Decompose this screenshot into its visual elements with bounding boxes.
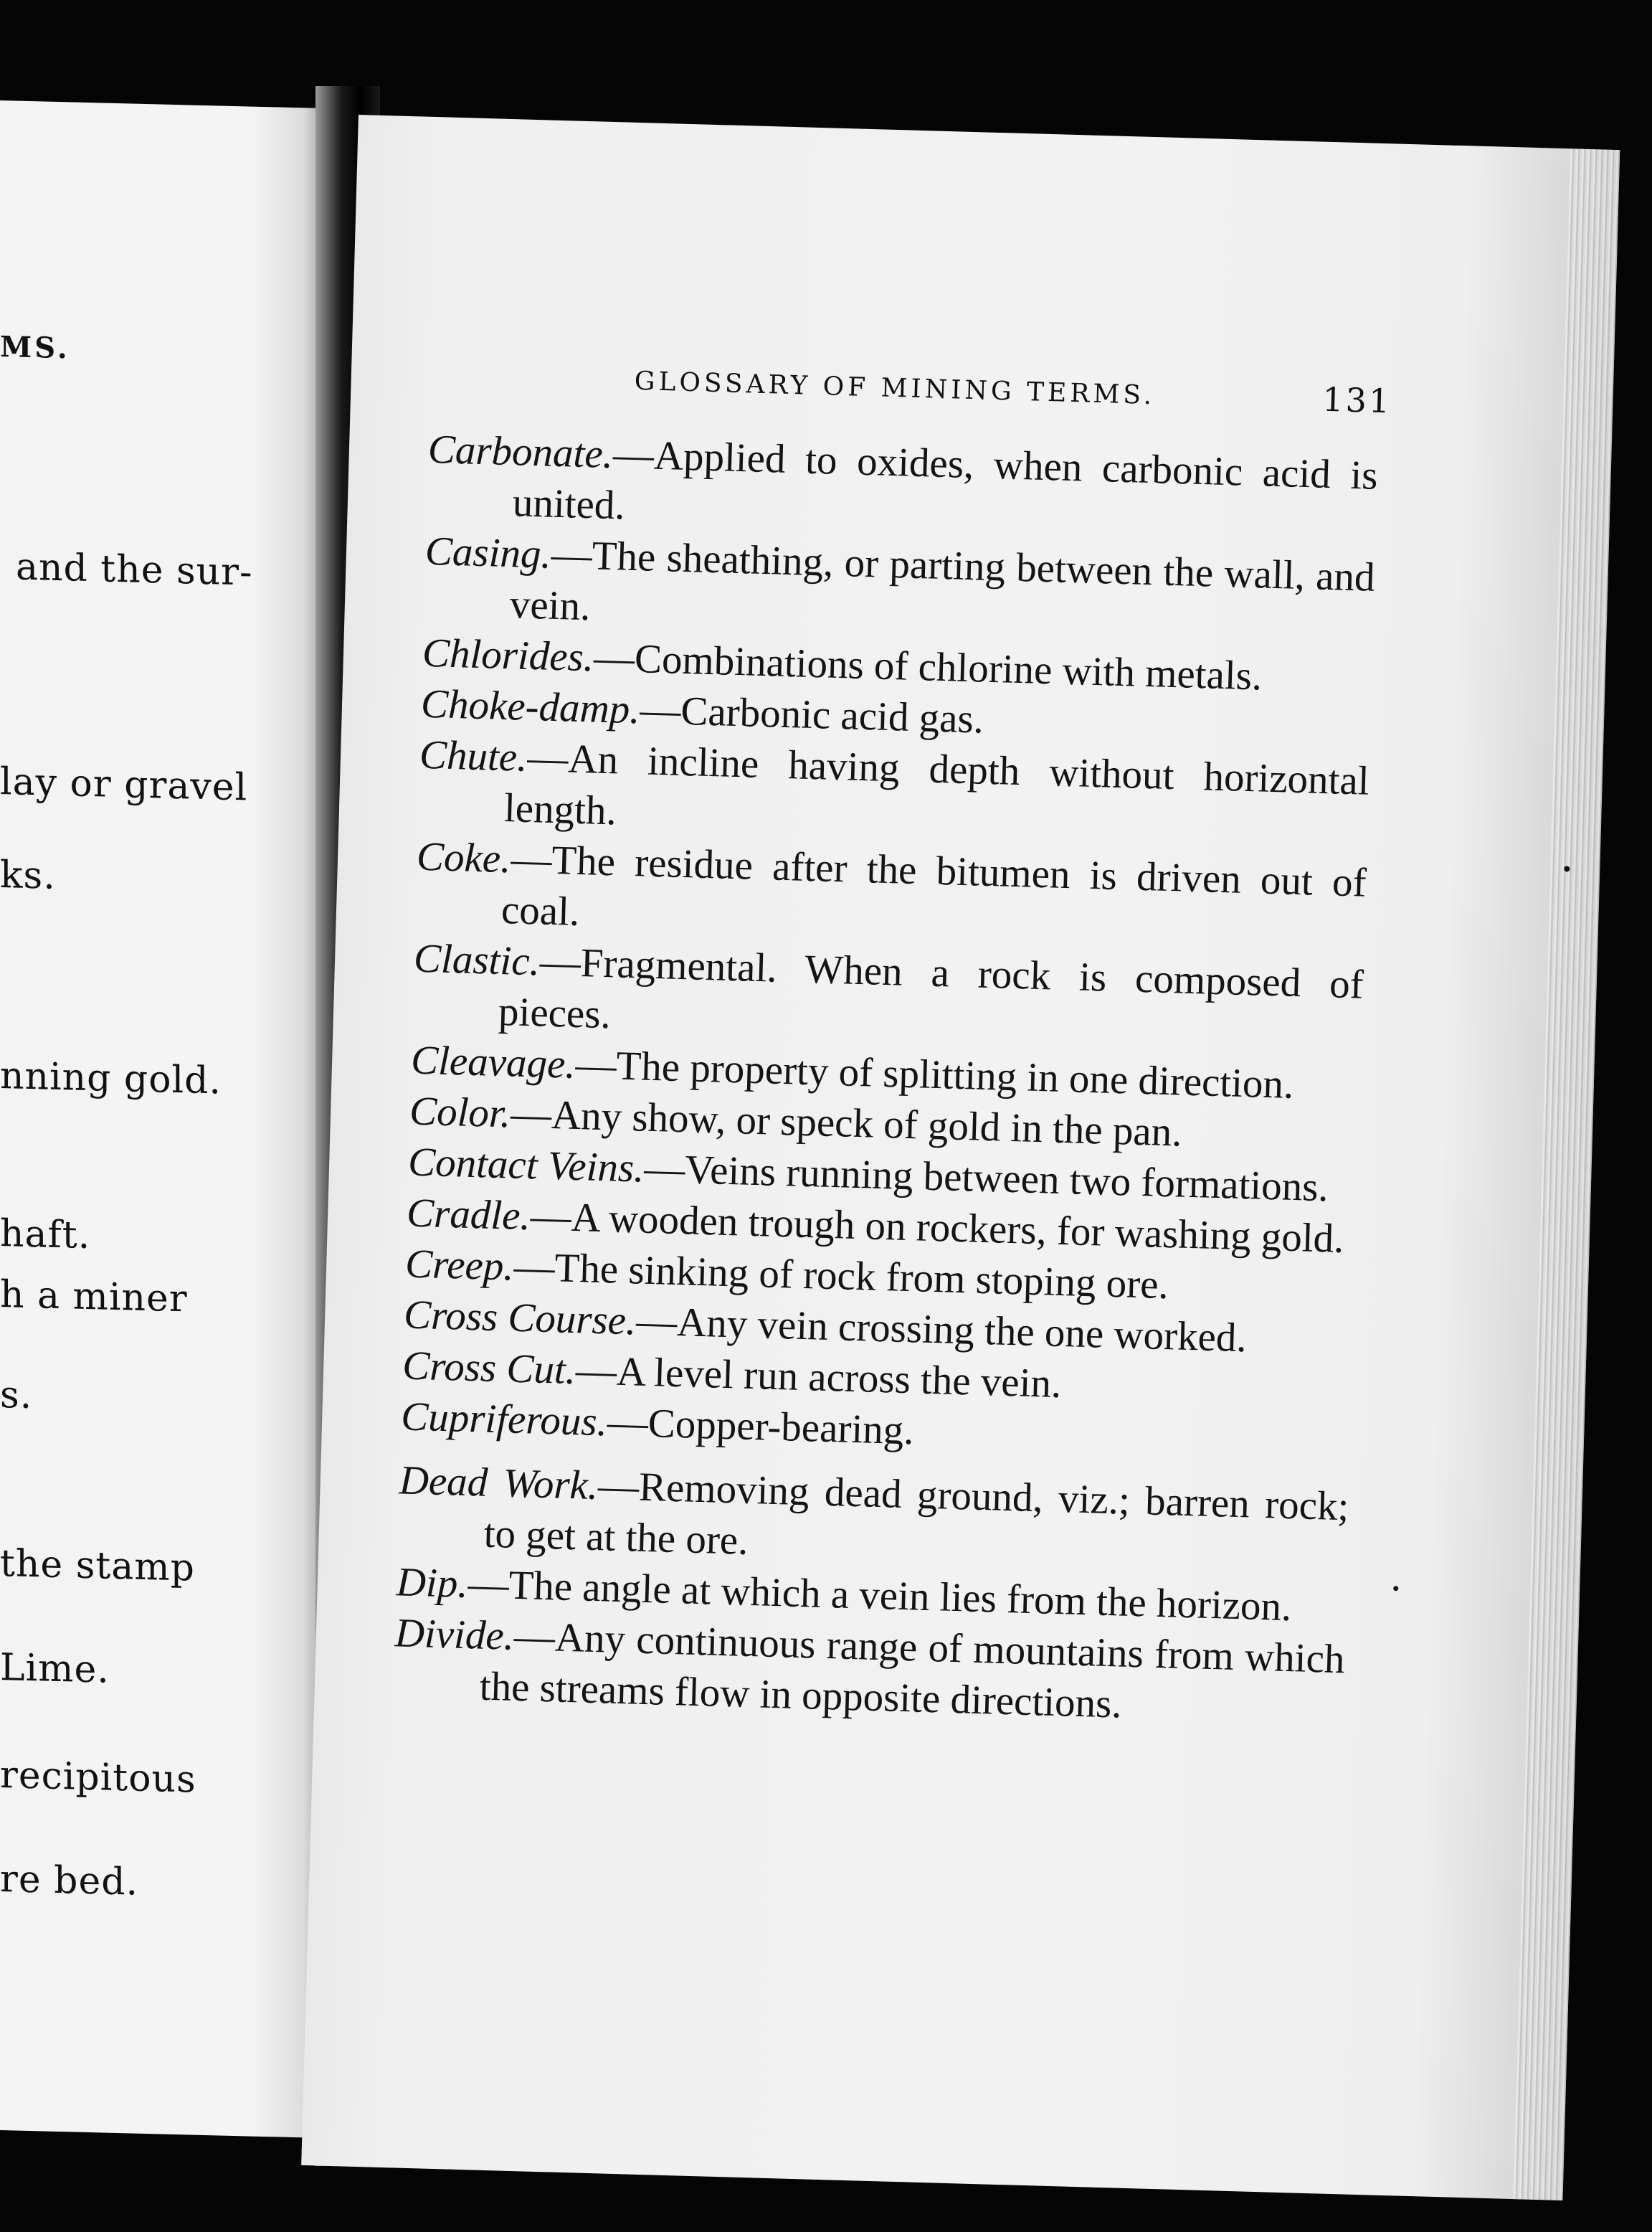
glossary-definition: —Copper-bearing. (607, 1399, 915, 1454)
glossary-term: Coke. (416, 833, 512, 882)
glossary-definition: —The angle at which a vein lies from the horizon. (467, 1561, 1293, 1630)
glossary-definition: —The property of splitting in one direction. (574, 1041, 1295, 1107)
glossary-term: Casing. (424, 528, 552, 577)
glossary-definition: —Any vein crossing the one worked. (635, 1298, 1248, 1361)
glossary-term: Cross Cut. (402, 1343, 576, 1394)
glossary-term: Chute. (419, 732, 528, 780)
glossary-term: Divide. (394, 1610, 515, 1659)
left-page-fragment: recipitous (0, 1754, 196, 1802)
glossary-definition: —Any show, or speck of gold in the pan. (510, 1091, 1183, 1155)
glossary-term: Cradle. (406, 1190, 531, 1239)
left-page-fragment: the stamp (0, 1542, 195, 1590)
page-edges (1512, 148, 1620, 2200)
glossary-term: Cupriferous. (400, 1394, 608, 1445)
glossary-term: Color. (409, 1088, 512, 1137)
left-page-fragment: and the sur- (16, 545, 253, 595)
left-page-fragment: h a miner (0, 1273, 188, 1321)
glossary-definition: —A wooden trough on rockers, for washing gold. (529, 1193, 1345, 1262)
scan-speck (1393, 1586, 1398, 1591)
glossary-entries (393, 424, 1379, 1736)
glossary-term: Cleavage. (410, 1037, 576, 1087)
glossary-term: Cross Course. (403, 1292, 637, 1344)
glossary-definition: —Veins running between two formations. (643, 1145, 1329, 1211)
previous-page (0, 100, 315, 2138)
glossary-term: Chlorides. (422, 630, 594, 681)
glossary-term: Creep. (404, 1241, 515, 1290)
page-number: 131 (1321, 379, 1392, 421)
left-page-fragment: Lime. (0, 1646, 110, 1692)
left-page-fragment: ks. (0, 853, 56, 898)
glossary-term: Dead Work. (398, 1457, 599, 1509)
glossary-definition: —A level run across the vein. (575, 1348, 1063, 1407)
current-page (301, 115, 1620, 2200)
glossary-term: Carbonate. (427, 426, 614, 478)
glossary-definition: —Carbonic acid gas. (639, 687, 984, 742)
glossary-definition: —Applied to oxides, when carbonic acid is united. (512, 432, 1379, 529)
running-head: GLOSSARY OF MINING TERMS. (634, 366, 1156, 411)
glossary-definition: —The sinking of rock from stoping ore. (513, 1244, 1169, 1308)
left-page-fragment: haft. (0, 1212, 91, 1258)
glossary-definition: —The sheathing, or parting between the wall, and vein. (509, 531, 1376, 630)
glossary-term: Clastic. (413, 935, 541, 985)
left-page-fragment: s. (0, 1373, 33, 1418)
glossary-definition: —Any continuous range of mountains from which the streams flow in opposite directions. (479, 1613, 1346, 1727)
glossary-definition: —An incline having depth without horizontal length. (503, 734, 1370, 834)
left-page-fragment: lay or gravel (0, 760, 248, 810)
glossary-term: Contact Veins. (407, 1139, 645, 1191)
left-page-fragment: nning gold. (0, 1054, 222, 1103)
glossary-term: Dip. (396, 1559, 469, 1607)
glossary-definition: —The residue after the bitumen is driven out of coal. (500, 836, 1367, 935)
left-page-fragment: re bed. (0, 1858, 139, 1904)
glossary-definition: —Removing dead ground, viz.; barren rock; to get at the ore. (483, 1463, 1350, 1564)
glossary-definition: —Fragmental. When a rock is composed of pieces. (498, 939, 1364, 1038)
glossary-definition: —Combinations of chlorine with metals. (593, 635, 1263, 699)
left-page-fragment: MS. (0, 330, 70, 366)
glossary-term: Choke-damp. (420, 681, 641, 733)
